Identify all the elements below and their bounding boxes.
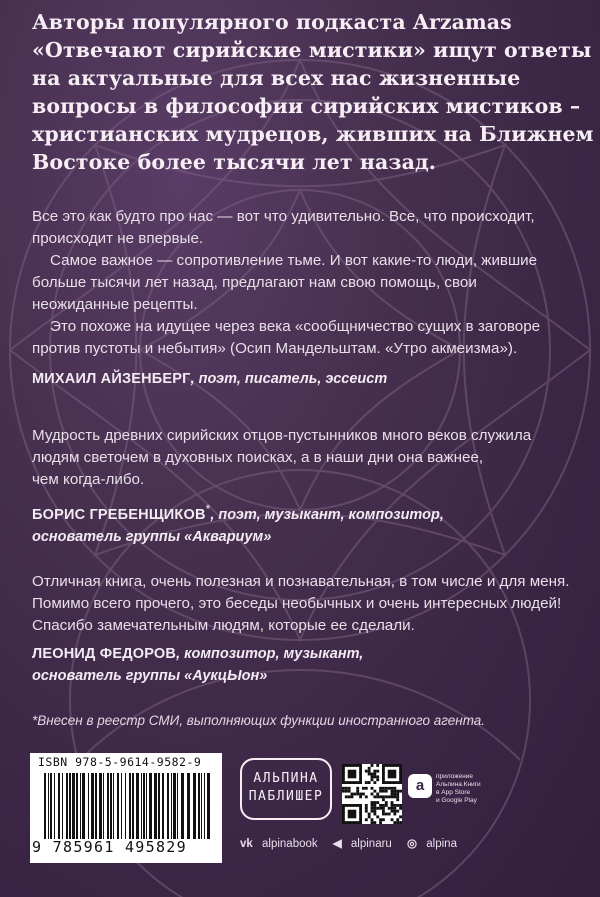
qr-module bbox=[371, 793, 374, 796]
qr-module bbox=[368, 813, 371, 816]
barcode-bar bbox=[72, 773, 75, 839]
barcode-bar bbox=[107, 773, 109, 839]
quote-author-grebenshchikov bbox=[32, 498, 444, 548]
barcode-bar bbox=[162, 773, 164, 839]
qr-module bbox=[371, 764, 374, 767]
publisher-logo bbox=[240, 758, 332, 820]
quote-author-aizenberg bbox=[32, 368, 387, 390]
barcode-bar bbox=[113, 773, 114, 839]
social-telegram[interactable] bbox=[333, 838, 398, 850]
qr-module bbox=[376, 770, 379, 773]
qr-module bbox=[391, 807, 394, 810]
qr-module bbox=[345, 790, 348, 793]
qr-module bbox=[351, 795, 354, 798]
qr-module bbox=[365, 787, 368, 790]
qr-module bbox=[388, 807, 391, 810]
headline-line: вопросы в философии сирийских мистиков – bbox=[32, 94, 581, 118]
barcode-bar bbox=[149, 773, 152, 839]
qr-module bbox=[348, 787, 351, 790]
qr-module bbox=[391, 810, 394, 813]
qr-module bbox=[393, 795, 396, 798]
qr-module bbox=[365, 781, 368, 784]
qr-module bbox=[396, 821, 399, 824]
quote-line: чем когда-либо. bbox=[32, 471, 145, 488]
barcode-bar bbox=[82, 773, 85, 839]
social-instagram[interactable] bbox=[407, 838, 463, 850]
qr-module bbox=[385, 804, 388, 807]
qr-module bbox=[348, 795, 351, 798]
qr-module bbox=[371, 773, 374, 776]
qr-module bbox=[359, 795, 362, 798]
social-links bbox=[240, 836, 469, 850]
author-role: , поэт, писатель, эссеист bbox=[190, 371, 388, 387]
qr-module bbox=[382, 818, 385, 821]
publisher-name-line2: ПАБЛИШЕР bbox=[248, 789, 324, 804]
qr-module bbox=[342, 787, 345, 790]
qr-module bbox=[345, 787, 348, 790]
qr-module bbox=[356, 790, 359, 793]
qr-module bbox=[391, 787, 394, 790]
qr-module bbox=[391, 804, 394, 807]
author-name: МИХАИЛ АЙЗЕНБЕРГ bbox=[32, 371, 191, 387]
qr-module bbox=[356, 787, 359, 790]
qr-module bbox=[376, 807, 379, 810]
qr-module bbox=[382, 810, 385, 813]
barcode-bar bbox=[167, 773, 169, 839]
quote-grebenshchikov bbox=[32, 425, 572, 491]
qr-module bbox=[371, 787, 374, 790]
qr-module bbox=[373, 804, 376, 807]
qr-module bbox=[368, 781, 371, 784]
qr-module bbox=[396, 818, 399, 821]
foreign-agent-footnote: *Внесен в реестр СМИ, выполняющих функции иностранного агента. bbox=[32, 713, 486, 728]
qr-finder bbox=[348, 810, 357, 819]
qr-module bbox=[391, 790, 394, 793]
barcode-bar bbox=[95, 773, 97, 839]
app-note-line: приложение bbox=[436, 773, 473, 780]
qr-module bbox=[365, 810, 368, 813]
qr-module bbox=[393, 813, 396, 816]
qr-module bbox=[359, 793, 362, 796]
qr-module bbox=[393, 821, 396, 824]
barcode-bar bbox=[173, 773, 176, 839]
qr-module bbox=[368, 767, 371, 770]
social-label: alpinaru bbox=[350, 838, 392, 850]
qr-module bbox=[385, 790, 388, 793]
qr-module bbox=[382, 787, 385, 790]
qr-module bbox=[376, 775, 379, 778]
barcode-bar bbox=[103, 773, 104, 839]
barcode-bar bbox=[50, 773, 52, 839]
qr-module bbox=[379, 804, 382, 807]
barcode-bar bbox=[181, 773, 184, 839]
qr-module bbox=[373, 795, 376, 798]
quote-line: против пустоты и небытия» (Осип Мандельштам. «Утро акмеизма»). bbox=[32, 340, 518, 357]
qr-module bbox=[393, 810, 396, 813]
qr-module bbox=[348, 790, 351, 793]
qr-module bbox=[362, 787, 365, 790]
qr-module bbox=[391, 801, 394, 804]
barcode-bar bbox=[88, 773, 89, 839]
qr-module bbox=[399, 804, 402, 807]
quote-line: Помимо всего прочего, это беседы необычных и очень интересных людей! bbox=[32, 595, 562, 612]
barcode-bar bbox=[146, 773, 147, 839]
qr-module bbox=[373, 821, 376, 824]
qr-module bbox=[373, 773, 376, 776]
publisher-name-line1: АЛЬПИНА bbox=[253, 771, 319, 786]
qr-module bbox=[376, 764, 379, 767]
barcode-bar bbox=[62, 773, 63, 839]
headline-line: Востоке более тысячи лет назад. bbox=[32, 150, 436, 174]
quote-line: Самое важное — сопротивление тьме. И вот какие-то люди, жившие bbox=[50, 252, 538, 269]
author-role-line2: основатель группы «АукцЫон» bbox=[32, 668, 268, 684]
qr-module bbox=[393, 804, 396, 807]
qr-code bbox=[342, 764, 402, 824]
qr-module bbox=[373, 790, 376, 793]
barcode-bar bbox=[91, 773, 94, 839]
barcode-bar bbox=[136, 773, 139, 839]
qr-module bbox=[376, 801, 379, 804]
qr-module bbox=[368, 815, 371, 818]
qr-module bbox=[362, 793, 365, 796]
qr-module bbox=[379, 807, 382, 810]
social-label: alpinabook bbox=[262, 838, 318, 850]
qr-module bbox=[396, 790, 399, 793]
qr-module bbox=[399, 815, 402, 818]
barcode-bar bbox=[129, 773, 131, 839]
qr-module bbox=[345, 795, 348, 798]
barcode-bar bbox=[204, 773, 205, 839]
quote-line: происходит не впервые. bbox=[32, 230, 204, 247]
instagram-icon: ◎ bbox=[407, 838, 418, 850]
app-note-line: Альпина.Книги bbox=[436, 781, 481, 788]
qr-module bbox=[373, 813, 376, 816]
qr-module bbox=[379, 821, 382, 824]
qr-module bbox=[388, 813, 391, 816]
qr-module bbox=[393, 793, 396, 796]
qr-module bbox=[371, 810, 374, 813]
qr-module bbox=[373, 810, 376, 813]
qr-module bbox=[365, 770, 368, 773]
barcode-bar bbox=[177, 773, 178, 839]
qr-finder bbox=[388, 770, 397, 779]
app-icon: a bbox=[408, 774, 432, 798]
qr-module bbox=[368, 770, 371, 773]
barcode-bars bbox=[44, 773, 210, 839]
author-role: , поэт, музыкант, композитор, bbox=[210, 506, 444, 523]
quote-line: Это похоже на идущее через века «сообщничество сущих в заговоре bbox=[50, 318, 541, 335]
social-vk[interactable] bbox=[240, 838, 324, 850]
qr-module bbox=[385, 801, 388, 804]
barcode-bar bbox=[201, 773, 202, 839]
quote-line: больше тысячи лет назад, предлагают нам свою помощь, свои bbox=[32, 274, 477, 291]
quote-line: Спасибо замечательным людям, которые ее сделали. bbox=[32, 617, 415, 634]
qr-module bbox=[382, 804, 385, 807]
qr-module bbox=[388, 795, 391, 798]
quote-author-fedorov bbox=[32, 643, 363, 687]
barcode-bar bbox=[207, 773, 210, 839]
barcode-bar bbox=[110, 773, 112, 839]
qr-module bbox=[391, 795, 394, 798]
qr-module bbox=[393, 807, 396, 810]
qr-module bbox=[376, 795, 379, 798]
author-name: БОРИС ГРЕБЕНЩИКОВ bbox=[32, 506, 206, 523]
qr-module bbox=[371, 801, 374, 804]
qr-module bbox=[356, 793, 359, 796]
quote-line: Мудрость древних сирийских отцов-пустынников много веков служила bbox=[32, 427, 532, 444]
barcode-bar bbox=[154, 773, 157, 839]
social-label: alpina bbox=[426, 838, 457, 850]
qr-module bbox=[365, 807, 368, 810]
barcode-bar bbox=[187, 773, 190, 839]
barcode-bar bbox=[44, 773, 46, 839]
qr-module bbox=[371, 807, 374, 810]
quote-aizenberg bbox=[32, 206, 572, 360]
qr-module bbox=[371, 804, 374, 807]
qr-module bbox=[393, 790, 396, 793]
qr-module bbox=[382, 790, 385, 793]
isbn-number: ISBN 978-5-9614-9582-9 bbox=[38, 755, 202, 769]
author-role: , композитор, музыкант, bbox=[176, 646, 364, 662]
qr-module bbox=[342, 790, 345, 793]
headline-line: христианских мудрецов, живших на Ближнем bbox=[32, 122, 594, 146]
barcode-bar bbox=[58, 773, 60, 839]
barcode-bar bbox=[198, 773, 200, 839]
author-role-line2: основатель группы «Аквариум» bbox=[32, 528, 272, 545]
quote-line: неожиданные рецепты. bbox=[32, 296, 198, 313]
telegram-icon: ◀ bbox=[332, 838, 342, 850]
barcode-bar bbox=[171, 773, 172, 839]
author-footnote-mark: * bbox=[205, 502, 211, 516]
qr-module bbox=[373, 775, 376, 778]
qr-module bbox=[396, 795, 399, 798]
barcode-bar bbox=[66, 773, 68, 839]
app-note-line: и Google Play bbox=[436, 797, 477, 804]
author-name: ЛЕОНИД ФЕДОРОВ bbox=[32, 646, 177, 662]
qr-module bbox=[396, 804, 399, 807]
qr-module bbox=[385, 787, 388, 790]
barcode-bar bbox=[193, 773, 196, 839]
qr-module bbox=[382, 813, 385, 816]
app-note-line: в App Store bbox=[436, 789, 471, 796]
qr-module bbox=[379, 787, 382, 790]
barcode-bar bbox=[125, 773, 126, 839]
barcode-bar bbox=[48, 773, 49, 839]
qr-module bbox=[396, 793, 399, 796]
qr-module bbox=[365, 818, 368, 821]
barcode-bar bbox=[121, 773, 122, 839]
barcode-bar bbox=[69, 773, 71, 839]
quote-line: Отличная книга, очень полезная и познавательная, в том числе и для меня. bbox=[32, 573, 570, 590]
qr-module bbox=[382, 795, 385, 798]
qr-module bbox=[399, 790, 402, 793]
qr-module bbox=[373, 807, 376, 810]
qr-module bbox=[376, 815, 379, 818]
qr-module bbox=[385, 813, 388, 816]
isbn-barcode bbox=[30, 753, 222, 863]
qr-module bbox=[376, 778, 379, 781]
qr-module bbox=[385, 795, 388, 798]
headline-line: «Отвечают сирийские мистики» ищут ответы bbox=[32, 38, 592, 62]
qr-module bbox=[376, 793, 379, 796]
qr-module bbox=[368, 773, 371, 776]
qr-module bbox=[371, 821, 374, 824]
qr-module bbox=[379, 795, 382, 798]
qr-module bbox=[353, 793, 356, 796]
headline-line: Авторы популярного подкаста Arzamas bbox=[32, 10, 512, 34]
qr-module bbox=[365, 804, 368, 807]
barcode-bar bbox=[132, 773, 134, 839]
qr-module bbox=[379, 790, 382, 793]
qr-module bbox=[371, 818, 374, 821]
quote-line: Все это как будто про нас — вот что удивительно. Все, что происходит, bbox=[32, 208, 535, 225]
qr-module bbox=[396, 810, 399, 813]
qr-module bbox=[351, 793, 354, 796]
app-download-note bbox=[436, 773, 506, 805]
barcode-bar bbox=[80, 773, 81, 839]
qr-module bbox=[393, 787, 396, 790]
qr-finder bbox=[348, 770, 357, 779]
qr-module bbox=[382, 807, 385, 810]
barcode-bar bbox=[143, 773, 145, 839]
quote-line: людям светочем в духовных поисках, а в наши дни она важнее, bbox=[32, 449, 484, 466]
qr-module bbox=[399, 821, 402, 824]
barcode-bar bbox=[158, 773, 160, 839]
qr-module bbox=[396, 798, 399, 801]
headline-line: на актуальные для всех нас жизненные bbox=[32, 66, 521, 90]
barcode-bar bbox=[99, 773, 102, 839]
qr-module bbox=[391, 793, 394, 796]
qr-module bbox=[399, 807, 402, 810]
qr-module bbox=[382, 798, 385, 801]
qr-module bbox=[373, 770, 376, 773]
barcode-bar bbox=[117, 773, 119, 839]
barcode-bar bbox=[141, 773, 142, 839]
qr-module bbox=[391, 818, 394, 821]
qr-module bbox=[388, 787, 391, 790]
vk-icon: vk bbox=[240, 838, 253, 850]
headline bbox=[32, 8, 594, 176]
qr-module bbox=[365, 795, 368, 798]
barcode-bar bbox=[54, 773, 55, 839]
qr-module bbox=[373, 781, 376, 784]
qr-module bbox=[379, 818, 382, 821]
ean-digits: 9 785961 495829 bbox=[32, 838, 187, 856]
barcode-bar bbox=[76, 773, 78, 839]
qr-module bbox=[371, 778, 374, 781]
quote-fedorov bbox=[32, 571, 572, 637]
qr-module bbox=[371, 775, 374, 778]
qr-module bbox=[373, 801, 376, 804]
